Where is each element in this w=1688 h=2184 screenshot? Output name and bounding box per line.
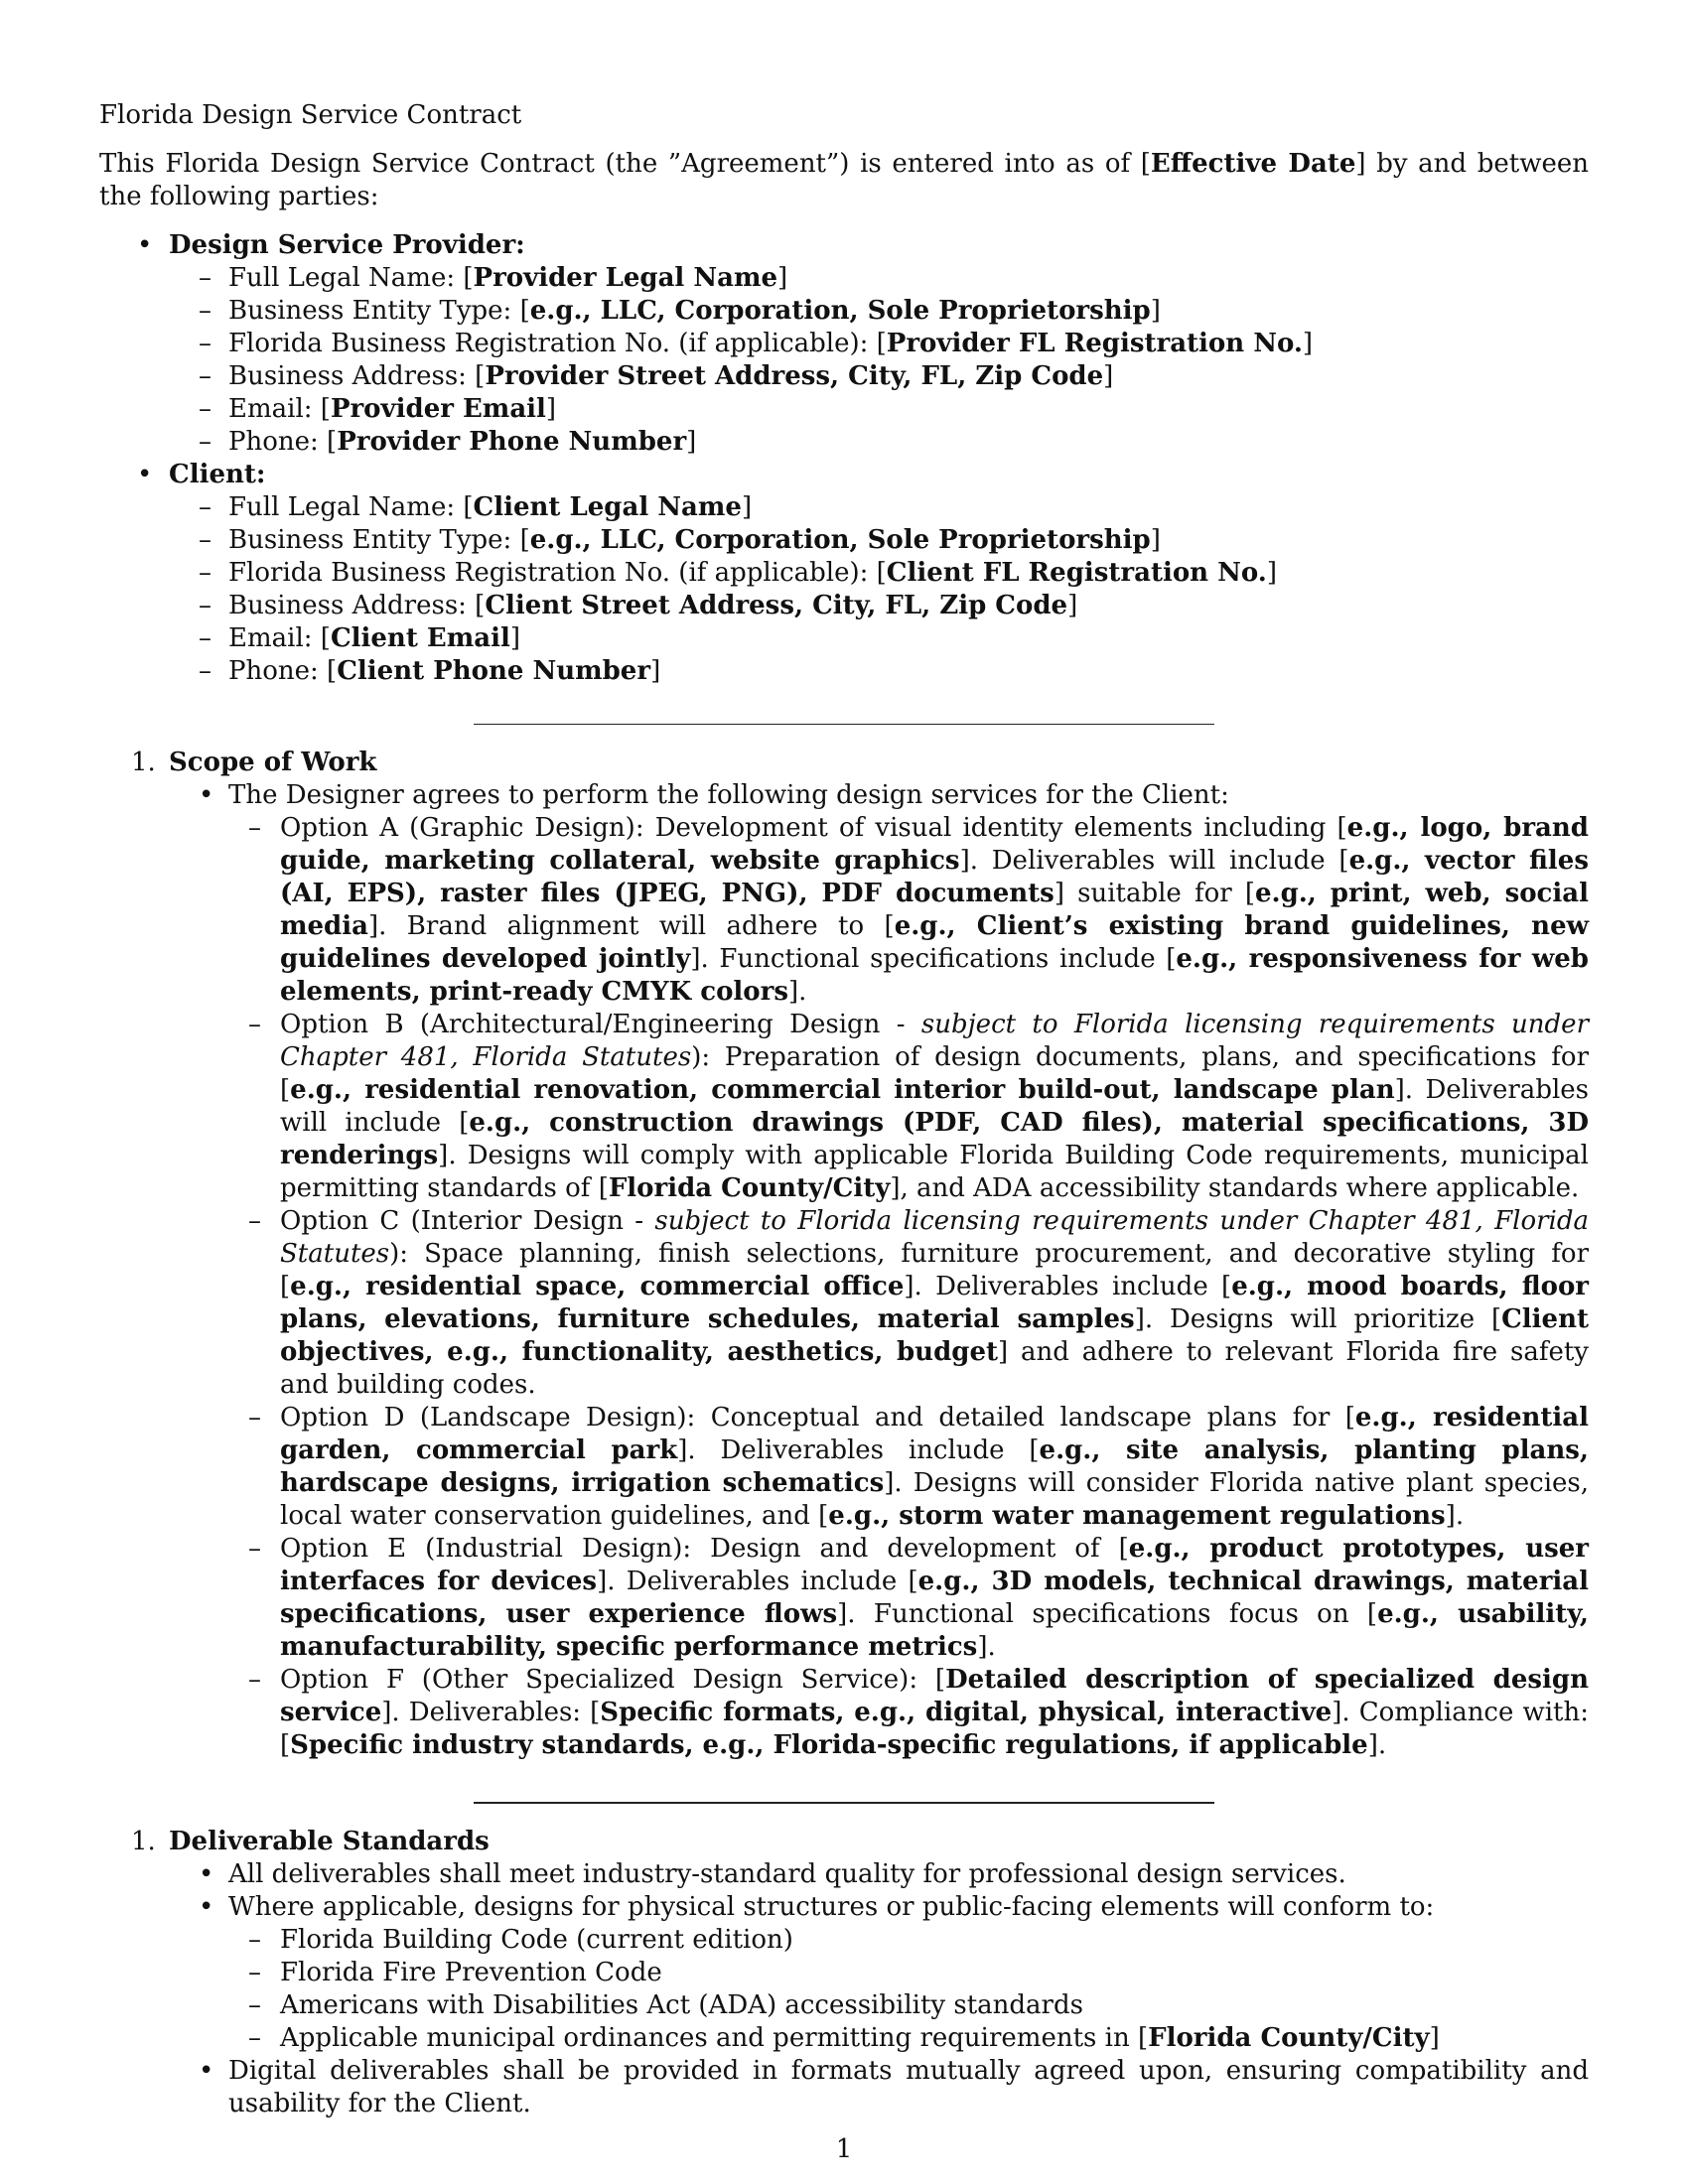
party-heading: Design Service Provider:	[169, 230, 525, 260]
option-text: ]. Functional specifications focus on [	[837, 1599, 1378, 1629]
option-text: ]. Designs will prioritize [	[1134, 1304, 1502, 1334]
dash-marker: –	[248, 1534, 261, 1564]
option-text: ]. Designs will consider Florida native plant species, local water conservation guidelines, and [	[280, 1468, 1590, 1531]
code-text: Florida Fire Prevention Code	[280, 1958, 662, 1987]
bracket: ]	[1067, 591, 1078, 620]
field-label: Phone: [	[228, 427, 338, 457]
dash-marker: –	[248, 813, 261, 843]
option-placeholder: e.g., residential space, commercial office	[290, 1272, 905, 1301]
dash-marker: –	[248, 2023, 261, 2053]
party-field	[169, 491, 1589, 524]
bracket: ]	[1150, 296, 1161, 326]
option-text: ]. Designs will comply with applicable Florida Building Code requirements, municipal permitting standards of [	[280, 1141, 1589, 1203]
bracket: ]	[1103, 361, 1114, 391]
option-text: ] and adhere to relevant Florida fire safety and building codes.	[280, 1337, 1589, 1400]
option-text: Option B (Architectural/Engineering Design -	[280, 1010, 921, 1039]
effective-date-placeholder: Effective Date	[1150, 149, 1356, 179]
option-placeholder: e.g., 3D models, technical drawings, material specifications, user experience flows	[280, 1567, 1589, 1629]
scope-section	[99, 747, 1589, 1762]
dash-marker: –	[199, 361, 211, 391]
section-number: 1.	[131, 748, 156, 777]
option-placeholder: e.g., responsiveness for web elements, print-ready CMYK colors	[280, 944, 1589, 1007]
party-field	[169, 557, 1589, 590]
bullet-marker: •	[137, 460, 153, 489]
field-label: Business Address: [	[228, 361, 486, 391]
dash-marker: –	[248, 1403, 261, 1433]
bullet-marker: •	[137, 230, 153, 260]
party-field	[169, 622, 1589, 655]
field-value: Provider FL Registration No.	[886, 329, 1303, 358]
code-item	[228, 1989, 1589, 2022]
option-text: ].	[1367, 1730, 1387, 1760]
option-placeholder: e.g., residential renovation, commercial interior build-out, landscape plan	[290, 1075, 1395, 1105]
bullet-marker: •	[199, 1892, 214, 1922]
field-value: Client Email	[330, 623, 510, 653]
party-fields	[169, 491, 1589, 688]
party-field	[169, 360, 1589, 393]
party-client	[99, 459, 1589, 688]
bracket: ]	[1150, 525, 1161, 555]
section-divider	[474, 1802, 1214, 1804]
option-text: Option D (Landscape Design): Conceptual and detailed landscape plans for [	[280, 1403, 1355, 1433]
dash-marker: –	[199, 296, 211, 326]
party-fields	[169, 262, 1589, 459]
party-field	[169, 590, 1589, 622]
party-field	[169, 524, 1589, 557]
section-heading: Scope of Work	[169, 748, 377, 777]
code-item	[228, 1924, 1589, 1957]
bracket: ]	[686, 427, 697, 457]
field-value: Provider Street Address, City, FL, Zip Code	[485, 361, 1104, 391]
section-divider	[474, 724, 1214, 725]
bracket: ]	[1302, 329, 1314, 358]
option-placeholder: e.g., usability, manufacturability, specific performance metrics	[280, 1599, 1589, 1662]
deliverable-item	[169, 1858, 1589, 1891]
dash-marker: –	[199, 591, 211, 620]
dash-marker: –	[248, 1990, 261, 2020]
dash-marker: –	[248, 1925, 261, 1955]
option-text: ]. Deliverables include [	[904, 1272, 1232, 1301]
dash-marker: –	[199, 623, 211, 653]
bullet-marker: •	[199, 780, 214, 810]
deliverable-text: Where applicable, designs for physical structures or public-facing elements will conform to:	[228, 1892, 1435, 1922]
option-f	[228, 1664, 1589, 1762]
option-c	[228, 1205, 1589, 1402]
field-label: Florida Business Registration No. (if applicable): [	[228, 329, 887, 358]
option-text: ): Preparation of design documents, plans, and specifications for [	[280, 1042, 1590, 1105]
option-placeholder: e.g., storm water management regulations	[828, 1501, 1446, 1531]
bullet-marker: •	[199, 1859, 214, 1889]
field-value: Client Street Address, City, FL, Zip Code	[485, 591, 1068, 620]
bracket: ]	[1429, 2023, 1440, 2053]
scope-lead-item	[169, 779, 1589, 1762]
intro-text: This Florida Design Service Contract (the ”Agreement”) is entered into as of [	[99, 149, 1151, 179]
field-value: Client Legal Name	[473, 492, 742, 522]
dash-marker: –	[248, 1010, 261, 1039]
option-text: ): Space planning, finish selections, furniture procurement, and decorative styling for [	[280, 1239, 1589, 1301]
deliverables-section	[99, 1826, 1589, 2120]
option-placeholder: e.g., logo, brand guide, marketing collateral, website graphics	[280, 813, 1589, 876]
field-value: Client Phone Number	[337, 656, 651, 686]
section-number: 1.	[131, 1827, 156, 1856]
code-item	[228, 1957, 1589, 1989]
page-number: 1	[835, 2134, 853, 2164]
dash-marker: –	[199, 492, 211, 522]
option-a	[228, 812, 1589, 1009]
scope-of-work	[99, 747, 1589, 1762]
bracket: ]	[1266, 558, 1277, 588]
field-value: Provider Legal Name	[473, 263, 778, 293]
option-text: Option E (Industrial Design): Design and development of [	[280, 1534, 1129, 1564]
option-text: ]. Compliance with: [	[280, 1698, 1589, 1760]
field-label: Email: [	[228, 623, 331, 653]
option-text: Option C (Interior Design -	[280, 1206, 655, 1236]
option-text: ].	[1445, 1501, 1465, 1531]
code-item	[228, 2022, 1589, 2055]
field-label: Full Legal Name: [	[228, 492, 474, 522]
option-placeholder: e.g., product prototypes, user interfaces for devices	[280, 1534, 1589, 1596]
section-heading: Deliverable Standards	[169, 1827, 490, 1856]
option-placeholder: Specific industry standards, e.g., Florida-specific regulations, if applicable	[290, 1730, 1368, 1760]
option-text: ] suitable for [	[1054, 879, 1255, 908]
field-label: Florida Business Registration No. (if applicable): [	[228, 558, 887, 588]
field-value: Provider Phone Number	[337, 427, 687, 457]
field-label: Business Entity Type: [	[228, 525, 530, 555]
code-text: Florida Building Code (current edition)	[280, 1925, 793, 1955]
bracket: ]	[777, 263, 788, 293]
party-heading: Client:	[169, 460, 266, 489]
option-text: ]. Deliverables include [	[677, 1435, 1040, 1465]
dash-marker: –	[199, 656, 211, 686]
option-e	[228, 1533, 1589, 1664]
field-label: Business Address: [	[228, 591, 486, 620]
code-text: Applicable municipal ordinances and permitting requirements in [	[280, 2023, 1149, 2053]
party-provider	[99, 229, 1589, 459]
code-text: Americans with Disabilities Act (ADA) accessibility standards	[280, 1990, 1083, 2020]
deliverable-standards	[99, 1826, 1589, 2120]
option-text: ]. Deliverables include [	[597, 1567, 918, 1596]
party-field	[169, 393, 1589, 426]
dash-marker: –	[199, 329, 211, 358]
scope-options	[228, 812, 1589, 1762]
option-placeholder: Detailed description of specialized design service	[280, 1665, 1589, 1727]
field-label: Email: [	[228, 394, 331, 424]
option-placeholder: e.g., Client’s existing brand guidelines, new guidelines developed jointly	[280, 911, 1590, 974]
option-text: ].	[977, 1632, 996, 1662]
option-d	[228, 1402, 1589, 1533]
option-text: ]. Deliverables will include [	[280, 1075, 1590, 1138]
field-label: Full Legal Name: [	[228, 263, 474, 293]
option-text: ]. Deliverables will include [	[959, 846, 1349, 876]
field-value: e.g., LLC, Corporation, Sole Proprietorship	[529, 296, 1151, 326]
dash-marker: –	[199, 558, 211, 588]
option-placeholder: e.g., residential garden, commercial park	[280, 1403, 1589, 1465]
party-field	[169, 655, 1589, 688]
option-text: ]. Functional specifications include [	[690, 944, 1177, 974]
intro-paragraph	[99, 148, 1589, 213]
option-text: ]. Brand alignment will adhere to [	[367, 911, 895, 941]
field-label: Phone: [	[228, 656, 338, 686]
bracket: ]	[650, 656, 661, 686]
option-italic-note: subject to Florida licensing requirements under Chapter 481, Florida Statutes	[280, 1206, 1589, 1269]
code-list	[228, 1924, 1589, 2055]
option-placeholder: e.g., site analysis, planting plans, hardscape designs, irrigation schematics	[280, 1435, 1589, 1498]
bracket: ]	[545, 394, 557, 424]
field-value: Provider Email	[330, 394, 546, 424]
dash-marker: –	[248, 1206, 261, 1236]
county-city-placeholder: Florida County/City	[1148, 2023, 1430, 2053]
option-text: ]. Deliverables: [	[381, 1698, 601, 1727]
dash-marker: –	[248, 1958, 261, 1987]
dash-marker: –	[248, 1665, 261, 1695]
deliverable-text: Digital deliverables shall be provided in formats mutually agreed upon, ensuring compatibility and usability for the Client.	[228, 2056, 1589, 2118]
deliverable-text: All deliverables shall meet industry-standard quality for professional design services.	[228, 1859, 1346, 1889]
option-placeholder: e.g., mood boards, floor plans, elevations, furniture schedules, material samples	[280, 1272, 1589, 1334]
option-text: Option F (Other Specialized Design Service): [	[280, 1665, 946, 1695]
parties-list	[99, 229, 1589, 688]
option-text: ], and ADA accessibility standards where applicable.	[890, 1173, 1580, 1203]
intro-text-end: ] by and between the following parties:	[99, 149, 1589, 211]
deliverable-item	[169, 1891, 1589, 2055]
field-value: Client FL Registration No.	[886, 558, 1267, 588]
dash-marker: –	[199, 525, 211, 555]
option-placeholder: Client objectives, e.g., functionality, aesthetics, budget	[280, 1304, 1589, 1367]
option-text: ].	[787, 977, 807, 1007]
bullet-marker: •	[199, 2056, 214, 2086]
party-field	[169, 328, 1589, 360]
dash-marker: –	[199, 427, 211, 457]
party-field	[169, 262, 1589, 295]
dash-marker: –	[199, 394, 211, 424]
option-placeholder: e.g., vector files (AI, EPS), raster files (JPEG, PNG), PDF documents	[280, 846, 1589, 908]
option-placeholder: Specific formats, e.g., digital, physical, interactive	[600, 1698, 1333, 1727]
party-field	[169, 295, 1589, 328]
document-title: Florida Design Service Contract	[99, 100, 522, 130]
bracket: ]	[509, 623, 520, 653]
deliverable-item	[169, 2055, 1589, 2120]
option-italic-note: subject to Florida licensing requirements under Chapter 481, Florida Statutes	[280, 1010, 1590, 1072]
bracket: ]	[741, 492, 753, 522]
option-placeholder: Florida County/City	[608, 1173, 891, 1203]
field-value: e.g., LLC, Corporation, Sole Proprietorship	[529, 525, 1151, 555]
scope-items	[169, 779, 1589, 1762]
option-placeholder: e.g., print, web, social media	[280, 879, 1589, 941]
document-page	[99, 99, 1589, 2120]
party-field	[169, 426, 1589, 459]
deliverable-items	[169, 1858, 1589, 2120]
option-placeholder: e.g., construction drawings (PDF, CAD files), material specifications, 3D renderings	[280, 1108, 1589, 1170]
field-label: Business Entity Type: [	[228, 296, 530, 326]
option-b	[228, 1009, 1589, 1205]
dash-marker: –	[199, 263, 211, 293]
scope-lead: The Designer agrees to perform the following design services for the Client:	[228, 780, 1229, 810]
option-text: Option A (Graphic Design): Development of visual identity elements including [	[280, 813, 1347, 843]
